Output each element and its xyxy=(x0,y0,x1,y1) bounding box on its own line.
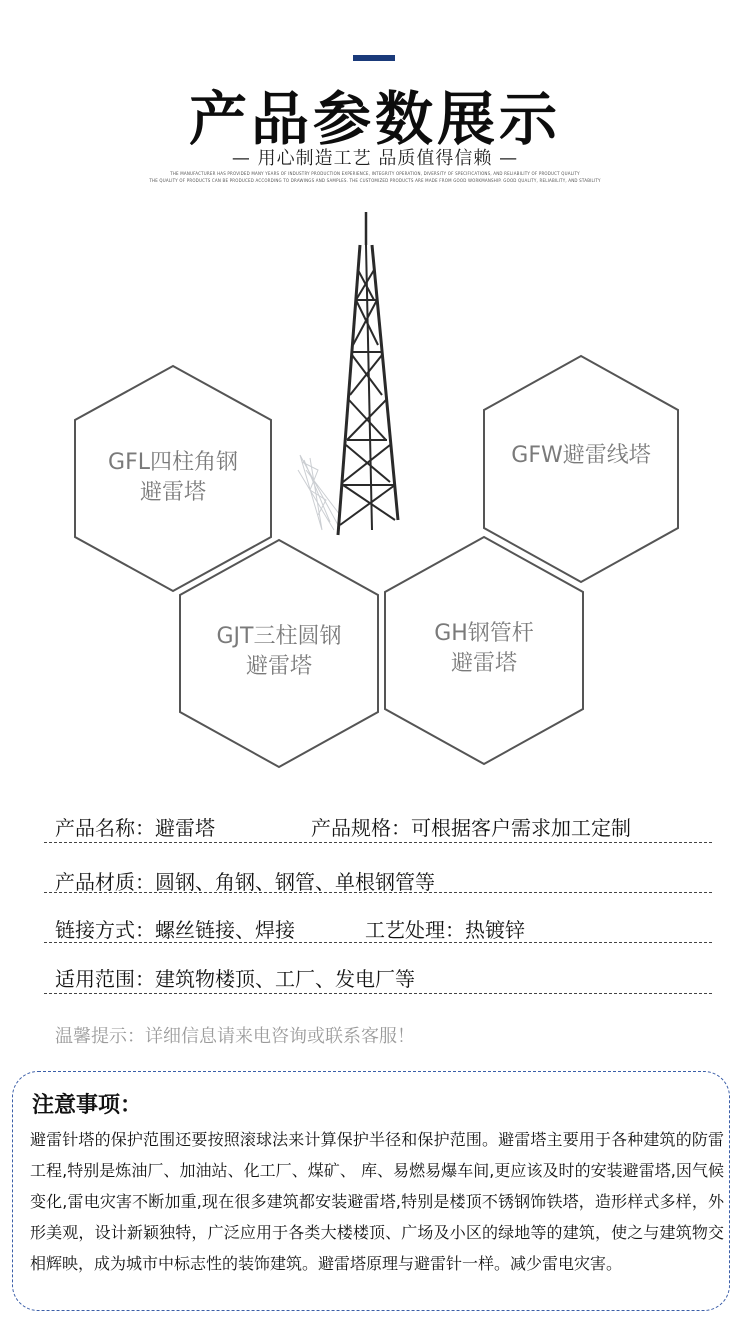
spec-row-3 xyxy=(55,914,525,943)
spec-connection: 链接方式：螺丝链接、焊接 xyxy=(55,918,295,942)
notes-body: 避雷针塔的保护范围还要按照滚球法来计算保护半径和保护范围。避雷塔主要用于各种建筑的防雷工程,特别是炼油厂、加油站、化工厂、煤矿、 库、易燃易爆车间,更应该及时的安装避雷塔,因气候变化,雷电灾害不断加重,现在很多建筑都安装避雷塔,特别是楼顶不锈钢饰铁塔，造形样式多样，外形美观，设计新颖独特，广泛应用于各类大楼楼顶、广场及小区的绿地等的建筑，使之与建筑物交相辉映，成为城市中标志性的装饰建筑。避雷塔原理与避雷针一样。减少雷电灾害。 xyxy=(30,1130,724,1273)
product-label-gh-line2: 避雷塔 xyxy=(450,651,517,676)
spec-product-name: 产品名称：避雷塔 xyxy=(55,816,215,840)
notes-title: 注意事项： xyxy=(32,1093,143,1118)
product-label-gjt-line2: 避雷塔 xyxy=(245,654,312,679)
spec-process: 工艺处理：热镀锌 xyxy=(365,918,525,942)
spec-usage: 适用范围：建筑物楼顶、工厂、发电厂等 xyxy=(55,967,415,991)
product-label-gh xyxy=(395,619,573,679)
divider xyxy=(44,993,712,994)
page-subtitle: — 用心制造工艺 品质值得信赖 — xyxy=(231,148,519,169)
tip-text: 温馨提示：详细信息请来电咨询或联系客服！ xyxy=(55,1026,415,1047)
subtitle-fineprint-2: THE QUALITY OF PRODUCTS CAN BE PRODUCED ACCORDING TO DRAWINGS AND SAMPLES. THE CUSTOMIZED PRODUCTS ARE MADE FROM GOOD WORKMANSHIP. GOOD QUALITY, RELIABILITY, AND STABILITY xyxy=(149,178,601,183)
product-label-gfl xyxy=(85,448,261,508)
divider xyxy=(44,892,712,893)
spec-row-2 xyxy=(55,866,435,895)
spec-row-4 xyxy=(55,963,415,992)
product-label-gfl-line2: 避雷塔 xyxy=(139,480,206,505)
divider xyxy=(44,842,712,843)
subtitle-fineprint-1: THE MANUFACTURER HAS PROVIDED MANY YEARS OF INDUSTRY PRODUCTION EXPERIENCE, INTEGRITY OPERATION, DIVERSITY OF SPECIFICATIONS, AND RELIABILITY OF PRODUCT QUALITY xyxy=(170,171,580,176)
spec-row-1 xyxy=(55,812,631,841)
spec-material: 产品材质：圆钢、角钢、钢管、单根钢管等 xyxy=(55,870,435,894)
product-label-gjt xyxy=(190,622,368,682)
product-label-gjt-line1: GJT三柱圆钢 xyxy=(216,624,342,649)
product-label-gfw xyxy=(494,441,668,471)
product-label-gfl-line1: GFL四柱角钢 xyxy=(108,450,238,475)
lightning-tower xyxy=(338,212,398,535)
divider xyxy=(44,942,712,943)
page-title: 产品参数展示 xyxy=(188,85,561,153)
spec-product-spec: 产品规格：可根据客户需求加工定制 xyxy=(311,816,631,840)
tower-shadow xyxy=(298,455,340,530)
product-label-gh-line1: GH钢管杆 xyxy=(434,621,534,646)
product-label-gfw-line1: GFW避雷线塔 xyxy=(511,443,651,468)
